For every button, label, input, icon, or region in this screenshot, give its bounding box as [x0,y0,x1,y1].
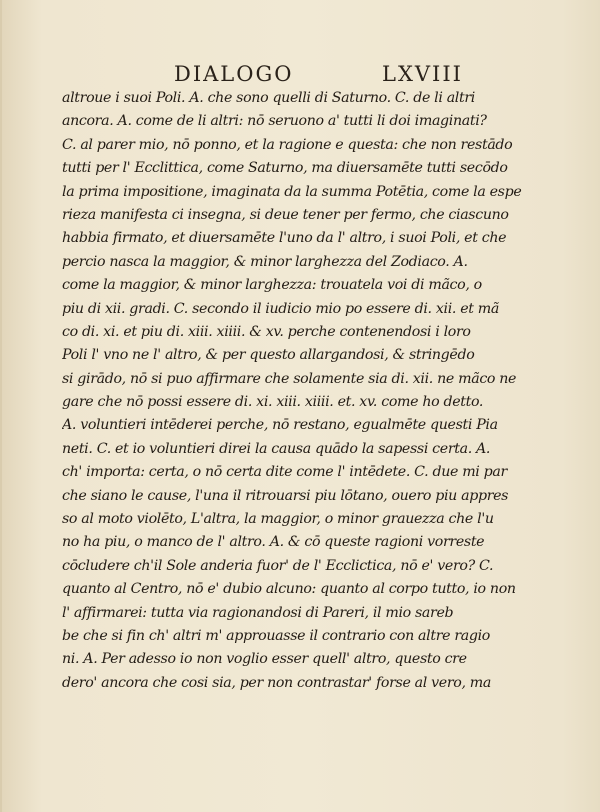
text-line: quanto al Centro, nō e' dubio alcuno: quanto al corpo tutto, io non [62,581,516,598]
text-line: tutti per l' Ecclittica, come Saturno, ma diuersamēte tutti secōdo [62,160,508,177]
text-line: dero' ancora che cosi sia, per non contrastar' forse al vero, ma [62,674,491,691]
text-line: so al moto violēto, L'altra, la maggior, o minor grauezza che l'u [62,511,494,528]
text-line: ch' importa: certa, o nō certa dite come l' intēdete. C. due mi par [62,464,507,481]
text-line: cōcludere ch'il Sole anderia fuor' de l' Ecclictica, nō e' vero? C. [62,557,494,574]
text-line: che siano le cause, l'una il ritrouarsi piu lōtano, ouero piu appres [62,487,509,504]
text-line: percio nasca la maggior, & minor larghezza del Zodiaco. A. [62,253,468,270]
body-text [62,87,572,695]
text-line: ni. A. Per adesso io non voglio esser quell' altro, questo cre [62,651,467,668]
text-line: come la maggior, & minor larghezza: trouatela voi di mãco, o [62,277,482,294]
running-title: DIALOGO [174,62,294,86]
text-line: rieza manifesta ci insegna, si deue tener per fermo, che ciascuno [62,206,509,223]
text-line: si girādo, nō si puo affirmare che solamente sia di. xii. ne mãco ne [62,370,517,387]
text-line: be che si fin ch' altri m' approuasse il contrario con altre ragio [62,627,490,644]
text-line: la prima impositione, imaginata da la summa Potētia, come la espe [62,183,522,200]
text-line: piu di xii. gradi. C. secondo il iudicio mio po essere di. xii. et mã [62,300,499,317]
text-line: neti. C. et io voluntieri direi la causa quādo la sapessi certa. A. [62,440,491,457]
text-line: l' affirmarei: tutta via ragionandosi di Pareri, il mio sareb [62,604,454,621]
text-line: altroue i suoi Poli. A. che sono quelli di Saturno. C. de li altri [62,90,475,106]
text-line: A. voluntieri intēderei perche, nō restano, egualmēte questi Pia [62,417,498,434]
folio-number: LXVIII [382,62,463,86]
text-line: ancora. A. come de li altri: nō seruono a' tutti li doi imaginati? [62,113,487,130]
text-line: no ha piu, o manco de l' altro. A. & cō queste ragioni vorreste [62,534,485,551]
text-line: habbia firmato, et diuersamēte l'uno da l' altro, i suoi Poli, et che [62,230,507,247]
text-line: gare che nō possi essere di. xi. xiii. xiiii. et. xv. come ho detto. [62,394,484,411]
text-line: co di. xi. et piu di. xiii. xiiii. & xv. perche contenendosi i loro [62,323,471,340]
page-header [2,62,600,88]
text-line: Poli l' vno ne l' altro, & per questo allargandosi, & stringēdo [62,347,475,364]
text-line: C. al parer mio, nō ponno, et la ragione e questa: che non restādo [62,136,513,153]
